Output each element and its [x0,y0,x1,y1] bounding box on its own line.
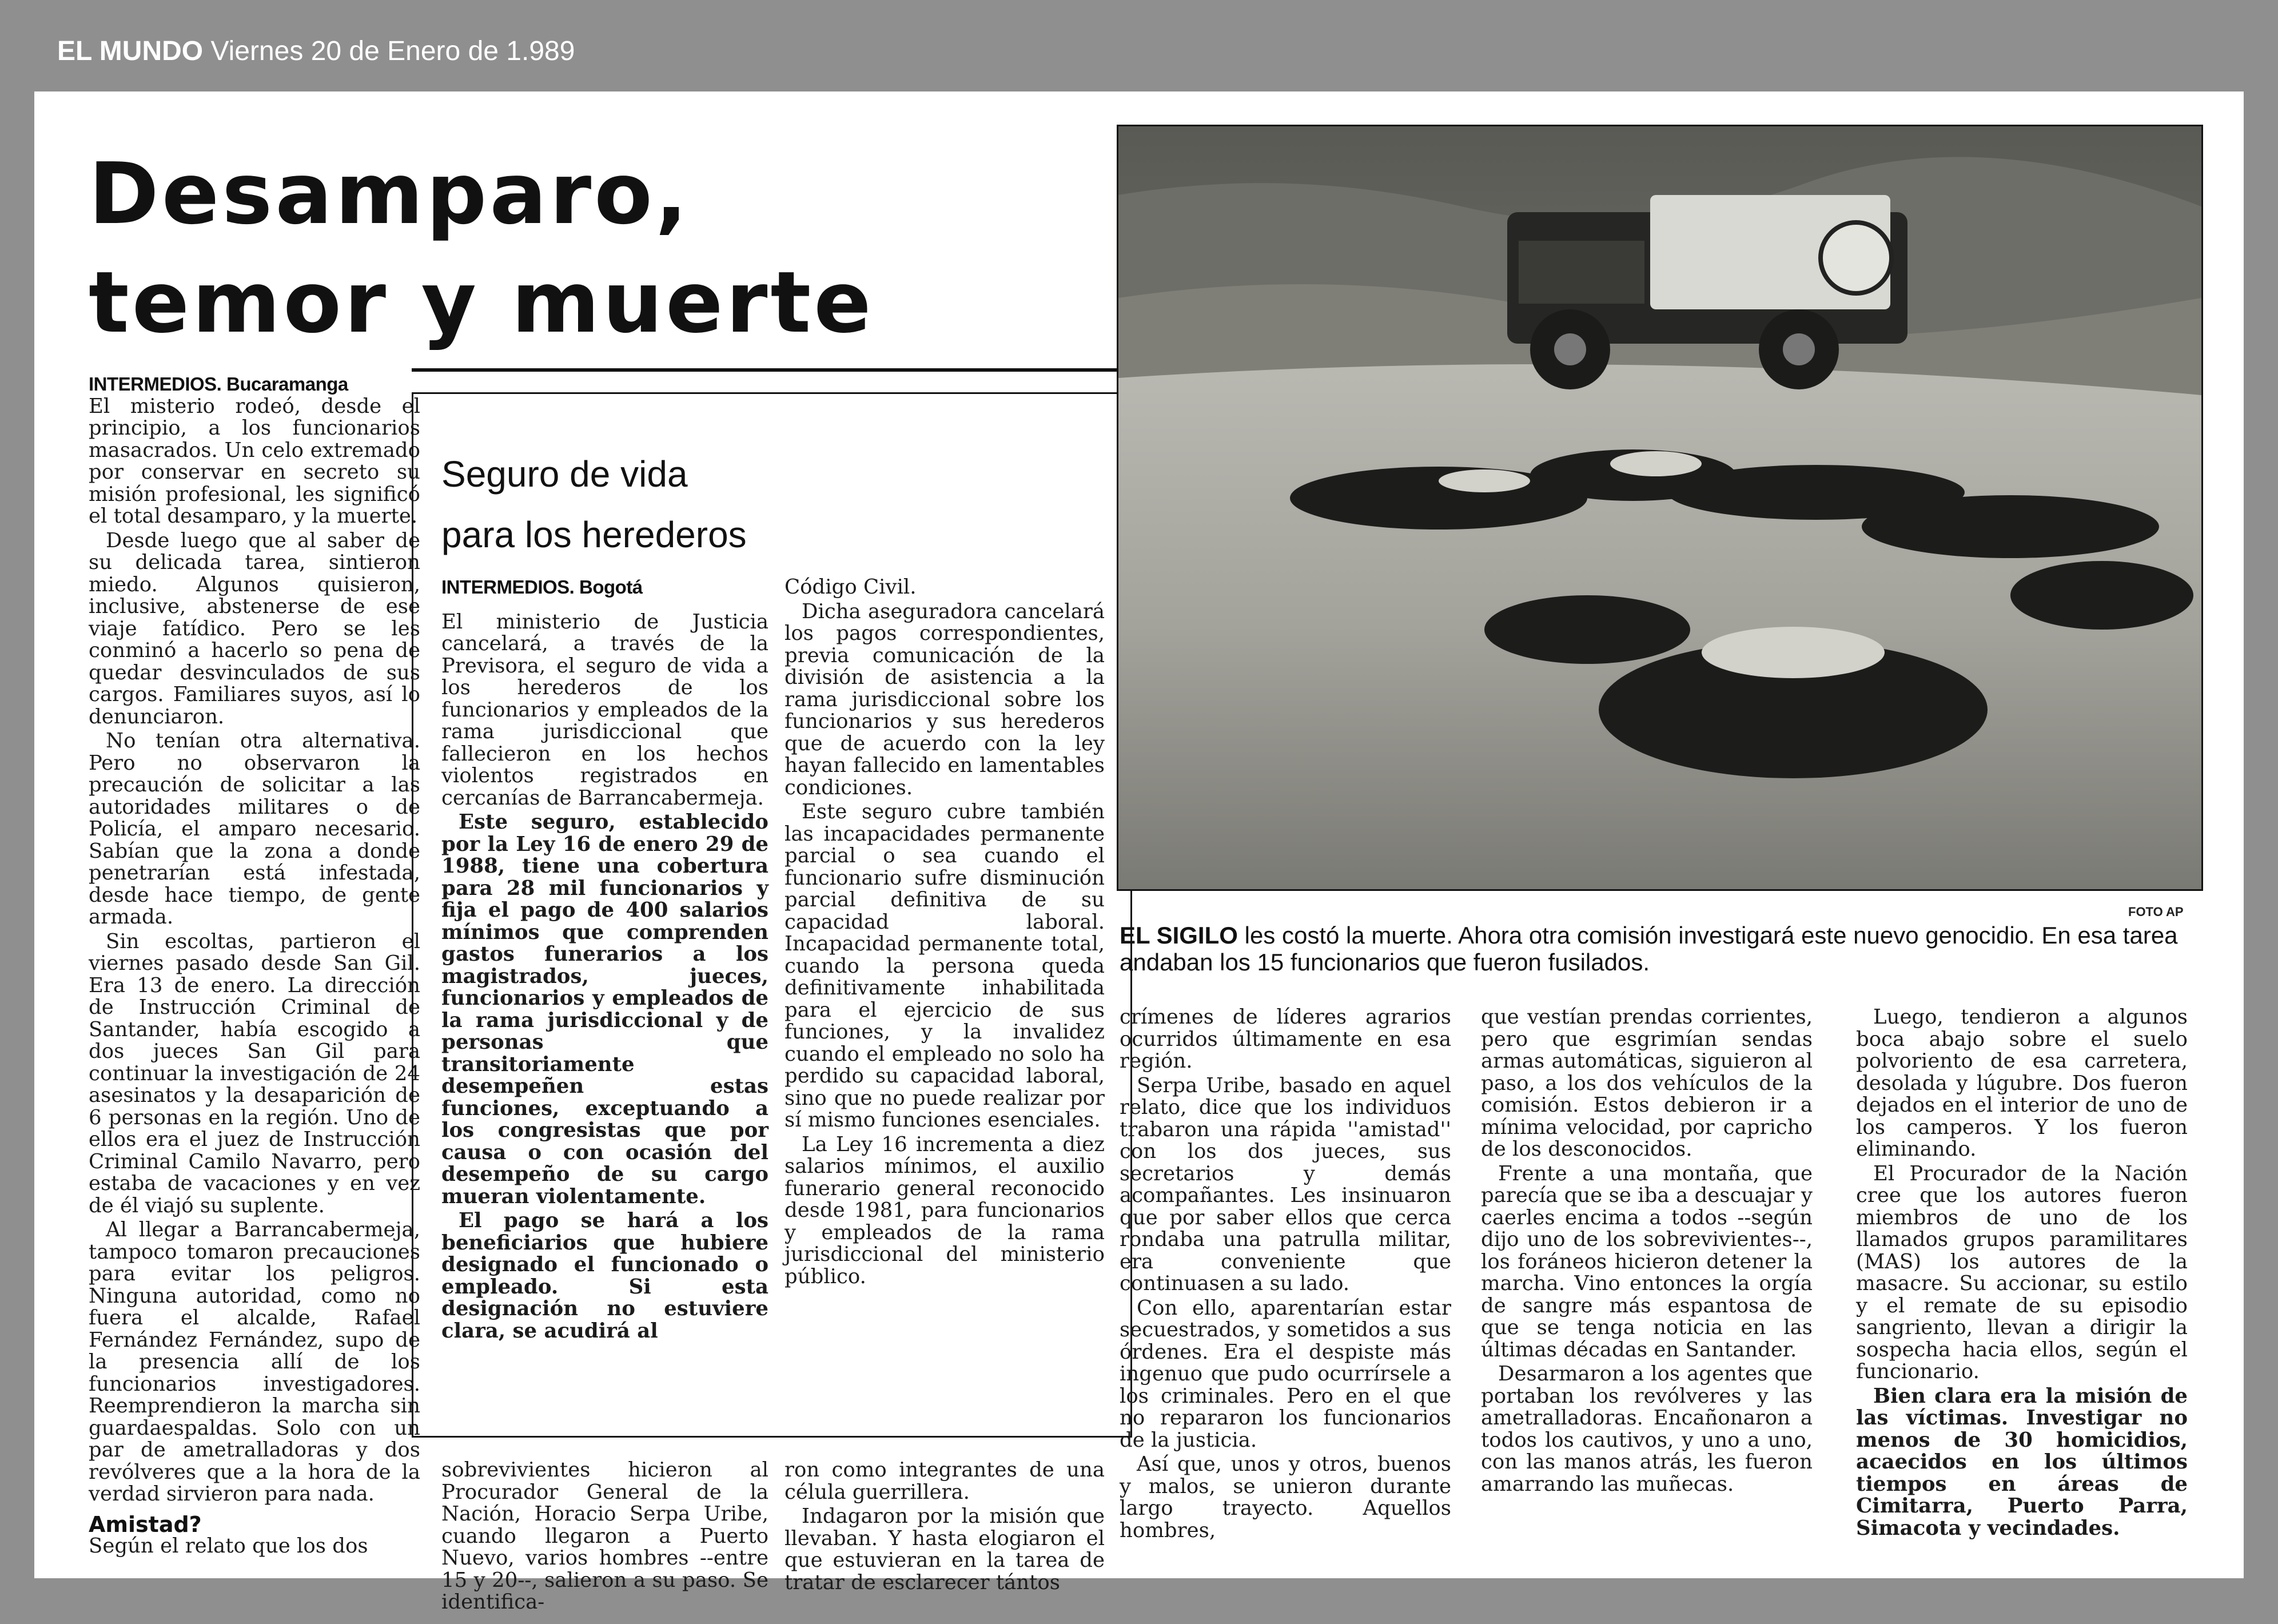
paragraph: Con ello, aparentarían estar secuestrados, y sometidos a sus órdenes. Era el despiste más ingenuo que pudo ocurrírsele a los criminales. Pero en el que no repararon los funcionarios de la justicia. [1120,1296,1451,1452]
article-column-4 [1120,1006,1451,1542]
paragraph: Este seguro, establecido por la Ley 16 de enero 29 de 1988, tiene una cobertura para 28 mil funcionarios y fija el pago de 400 salarios mínimos que comprenden gastos funerarios a los magistrados, jueces, funcionarios y empleados de la rama jurisdiccional y de personas que transitoriamente desempeñen estas funciones, exceptuando a los congresistas que por causa o con ocasión del desempeño de su cargo mueran violentamente. [441,810,768,1208]
sidebar-column-1 [441,576,768,1342]
paragraph: El pago se hará a los beneficiarios que hubiere designado el funcionado o empleado. Si esta designación no estuviere clara, se acudirá al [441,1209,768,1343]
sidebar-title [441,444,899,565]
article-column-5 [1481,1006,1813,1495]
newspaper-name: EL MUNDO [57,36,204,66]
paragraph: Serpa Uribe, basado en aquel relato, dice que los individuos trabaron una rápida ''amistad'' con los dos jueces, sus secretarios y demás acompañantes. Les insinuaron que por saber ellos que cerca rondaba una patrulla militar, era conveniente que continuasen a su lado. [1120,1073,1451,1295]
page-header [57,35,575,67]
paragraph: Sin escoltas, partieron el viernes pasado desde San Gil. Era 13 de enero. La dirección de Instrucción Criminal de Santander, había escogido a dos jueces San Gil para continuar la investigación de 24 asesinatos y la desaparición de 6 personas en la región. Uno de ellos era el juez de Instrucción Criminal Camilo Navarro, pero estaba de vacaciones y en vez de él viajó su suplente. [89,929,420,1217]
paragraph: Código Civil. [784,575,917,599]
paragraph: No tenían otra alternativa. Pero no observaron la precaución de solicitar a las autoridades militares o de Policía, el amparo necesario. Sabían que la zona a donde penetrarían está infestada, desde hace tiempo, de gente armada. [89,729,420,929]
paragraph: Frente a una montaña, que parecía que se iba a descuajar y caerles encima a todos --según dijo uno de los sobrevivientes--, los foráneos hicieron detener la marcha. Vino entonces la orgía de sangre más espantosa de que se tenga noticia en las últimas décadas en Santander. [1481,1161,1813,1362]
subhead-amistad: Amistad? [89,1511,202,1537]
paragraph: El Procurador de la Nación cree que los autores fueron miembros de uno de los llamados grupos paramilitares (MAS) los autores de la masacre. Su accionar, su estilo y el remate de su episodio sangriento, llevan a dirigir la sospecha hacia ellos, según el funcionario. [1856,1161,2188,1383]
paragraph: Según el relato que los dos [89,1534,368,1558]
article-column-2 [441,1459,768,1614]
caption-lead: EL SIGILO [1120,922,1238,949]
paragraph: ron como integrantes de una célula guerrillera. [784,1458,1105,1504]
paragraph: El ministerio de Justicia cancelará, a través de la Previsora, el seguro de vida a los herederos de los funcionarios y empleados de la rama jurisdiccional que fallecieron en los hechos violentos registrados en cercanías de Barrancabermeja. [441,610,768,810]
paragraph: Desde luego que al saber de su delicada tarea, sintieron miedo. Algunos quisieron, inclusive, abstenerse de ese viaje fatídico. Pero se les conminó a hacerlo so pena de quedar desvinculados de sus cargos. Familiares suyos, así lo denunciaron. [89,528,420,729]
paragraph: Este seguro cubre también las incapacidades permanente parcial o sea cuando el funcionario sufre disminución parcial definitiva de su capacidad laboral. Incapacidad permanente total, cuando la persona queda definitivamente inhabilitada para el ejercicio de sus funciones, y la invalidez cuando el empleado no solo ha perdido su capacidad laboral, sino que no puede realizar por sí mismo funciones esenciales. [784,800,1105,1132]
headline [89,140,1095,357]
paragraph: Bien clara era la misión de las víctimas. Investigar no menos de 30 homicidios, acaecidos en los últimos tiempos en áreas de Cimitarra, Puerto Parra, Simacota y vecindades. [1856,1384,2188,1540]
headline-line-1: Desamparo, [89,145,691,243]
headline-rule [412,368,1132,372]
paragraph: Dicha aseguradora cancelará los pagos correspondientes, previa comunicación de la división de asistencia a la rama jurisdiccional sobre los funcionarios y sus herederos que de acuerdo con la ley hayan fallecido en lamentables condiciones. [784,599,1105,799]
caption-text: les costó la muerte. Ahora otra comisión investigará este nuevo genocidio. En esa tarea andaban los 15 funcionarios que fueron fusilados. [1120,922,2178,976]
headline-line-2: temor y muerte [89,253,874,352]
paragraph: que vestían prendas corrientes, pero que esgrimían sendas armas automáticas, siguieron al paso, a los dos vehículos de la comisión. Estos debieron ir a mínima velocidad, por capricho de los desconocidos. [1481,1005,1813,1161]
sidebar-dateline: INTERMEDIOS. Bogotá [441,576,643,598]
article-column-3 [784,1459,1105,1594]
sidebar-title-line-1: Seguro de vida [441,453,688,495]
article-column-6 [1856,1006,2188,1539]
issue-date: Viernes 20 de Enero de 1.989 [210,36,575,66]
paragraph: sobrevivientes hicieron al Procurador General de la Nación, Horacio Serpa Uribe, cuando llegaron a Puerto Nuevo, varios hombres --entre 15 y 20--, salieron a su paso. Se identifica- [441,1458,768,1614]
photo-credit: FOTO AP [2128,905,2184,919]
sidebar-column-2 [784,576,1105,1288]
newspaper-page [34,91,2244,1614]
paragraph: Desarmaron a los agentes que portaban los revólveres y las ametralladoras. Encañonaron a todos los cautivos, y uno a uno, con las manos atrás, les fueron amarrando las muñecas. [1481,1362,1813,1496]
paragraph: El misterio rodeó, desde el principio, a los funcionarios masacrados. Un celo extremado por conservar en secreto su misión profesional, les significó el total desamparo, y la muerte. [89,394,420,528]
sidebar-title-line-2: para los herederos [441,514,747,555]
paragraph: La Ley 16 incrementa a diez salarios mínimos, el auxilio funerario general reconocido desde 1981, para funcionarios y empleados de la rama jurisdiccional del ministerio público. [784,1132,1105,1288]
paragraph: Así que, unos y otros, buenos y malos, se unieron durante largo trayecto. Aquellos hombres, [1120,1452,1451,1542]
article-dateline: INTERMEDIOS. Bucaramanga [89,373,348,395]
article-column-1 [89,373,420,1558]
news-photo [1117,125,2203,891]
paragraph: Al llegar a Barrancabermeja, tampoco tomaron precauciones para evitar los peligros. Ninguna autoridad, como no fuera el alcalde, Rafael Fernández Fernández, supo de la presencia allí de los funcionarios investigadores. Reemprendieron la marcha sin guardaespaldas. Solo con un par de ametralladoras y dos revólveres que a la hora de la verdad sirvieron para nada. [89,1218,420,1506]
paragraph: Indagaron por la misión que llevaban. Y hasta elogiaron el que estuvieran en la tarea de tratar de esclarecer tántos [784,1504,1105,1594]
photo-caption [1120,922,2189,976]
paragraph: Luego, tendieron a algunos boca abajo sobre el suelo polvoriento de esa carretera, desolada y lúgubre. Dos fueron dejados en el interior de uno de los camperos. Y los fueron eliminando. [1856,1005,2188,1161]
crime-scene-photo [1118,126,2201,889]
paragraph: crímenes de líderes agrarios ocurridos últimamente en esa región. [1120,1005,1451,1073]
